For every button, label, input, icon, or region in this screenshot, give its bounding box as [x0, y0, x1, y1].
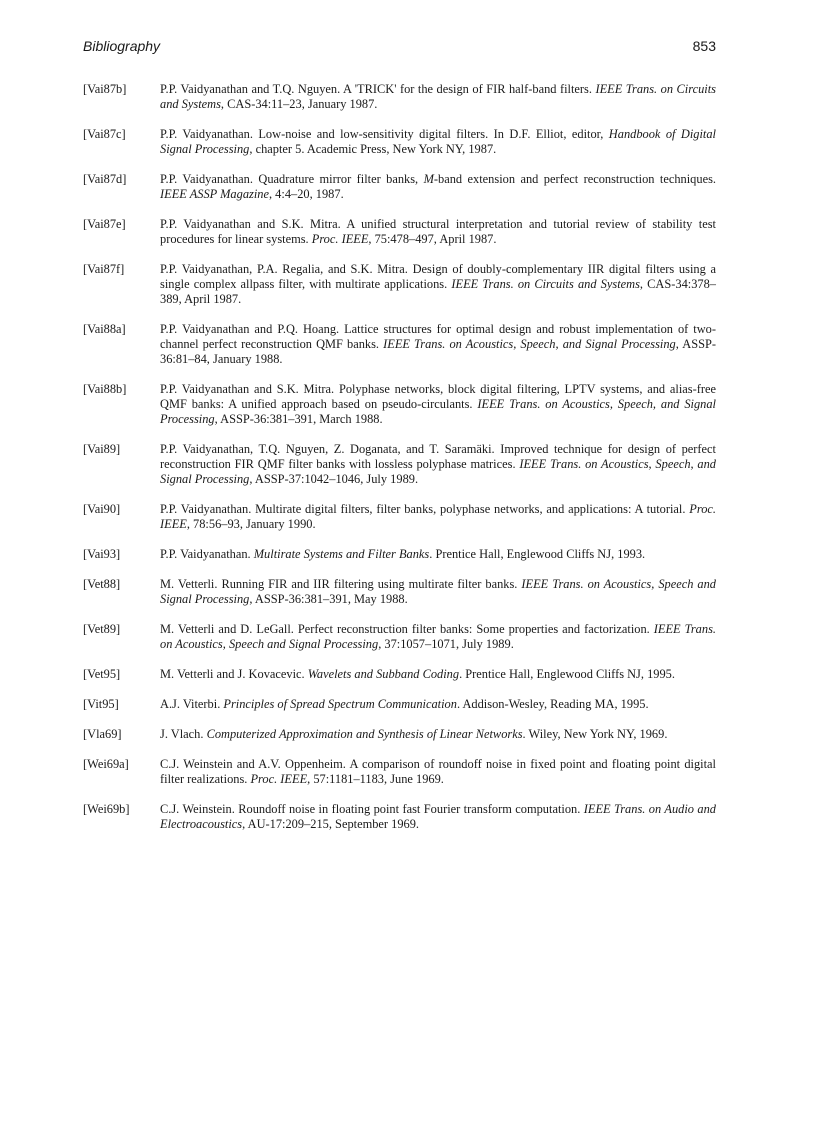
citation-text: [160, 667, 716, 682]
citation-key: [Vai87f]: [83, 262, 125, 276]
running-title: Bibliography: [83, 38, 161, 54]
citation-italic-part: IEEE Trans. on Acoustics, Speech, and Signal Processing: [160, 457, 716, 486]
citation-key: [Vai87d]: [83, 172, 127, 186]
citation-part: M. Vetterli and J. Kovacevic.: [160, 667, 308, 681]
citation-part: A.J. Viterbi.: [160, 697, 224, 711]
citation-italic-part: IEEE Trans. on Acoustics, Speech, and Signal Processing: [160, 397, 716, 426]
citation-part: P.P. Vaidyanathan, P.A. Regalia, and S.K. Mitra. Design of doubly-complementary IIR digital filters using a single complex allpass filter, with multirate applications.: [160, 262, 716, 291]
citation-part: . Prentice Hall, Englewood Cliffs NJ, 1993.: [429, 547, 646, 561]
citation-part: , ASSP-36:381–391, March 1988.: [214, 412, 383, 426]
citation-part: C.J. Weinstein and A.V. Oppenheim. A comparison of roundoff noise in fixed point and floating point digital filter realizations.: [160, 757, 716, 786]
citation-key: [Vit95]: [83, 697, 119, 711]
citation-part: P.P. Vaidyanathan, T.Q. Nguyen, Z. Doganata, and T. Saramäki. Improved technique for design of perfect reconstruction FIR QMF filter banks with lossless polyphase matrices.: [160, 442, 716, 471]
citation-italic-part: IEEE Trans. on Acoustics, Speech, and Signal Processing: [383, 337, 676, 351]
citation-part: . Addison-Wesley, Reading MA, 1995.: [456, 697, 649, 711]
citation-part: P.P. Vaidyanathan. Multirate digital filters, filter banks, polyphase networks, and applications: A tutorial.: [160, 502, 690, 516]
citation-text: [160, 727, 716, 742]
citation-text: [160, 757, 716, 787]
citation-part: P.P. Vaidyanathan. Quadrature mirror filter banks,: [160, 172, 424, 186]
bibliography-entry: [83, 382, 716, 427]
citation-italic-part: Multirate Systems and Filter Banks: [253, 547, 430, 561]
citation-part: P.P. Vaidyanathan and P.Q. Hoang. Lattice structures for optimal design and robust implementation of two-channel perfect reconstruction QMF banks.: [160, 322, 716, 351]
citation-part: P.P. Vaidyanathan. Low-noise and low-sensitivity digital filters. In D.F. Elliot, editor,: [160, 127, 609, 141]
citation-text: [160, 697, 716, 712]
bibliography-entry: [83, 82, 716, 112]
citation-text: [160, 502, 716, 532]
citation-text: [160, 622, 716, 652]
citation-italic-part: Proc. IEEE: [160, 502, 716, 531]
citation-part: , CAS-34:378–389, April 1987.: [160, 277, 717, 306]
citation-text: [160, 217, 716, 247]
page-number: 853: [692, 38, 716, 54]
citation-part: , 37:1057–1071, July 1989.: [378, 637, 514, 651]
citation-text: [160, 577, 716, 607]
citation-key: [Vet88]: [83, 577, 121, 591]
bibliography-entry: [83, 577, 716, 607]
citation-part: , CAS-34:11–23, January 1987.: [220, 97, 378, 111]
citation-part: P.P. Vaidyanathan.: [160, 547, 254, 561]
citation-part: P.P. Vaidyanathan and S.K. Mitra. Polyphase networks, block digital filtering, LPTV systems, and alias-free QMF banks: A unified approach based on pseudo-circulants.: [160, 382, 716, 411]
citation-key: [Vai87c]: [83, 127, 126, 141]
bibliography-entry: [83, 442, 716, 487]
citation-italic-part: IEEE Trans. on Acoustics, Speech and Signal Processing: [160, 622, 716, 651]
citation-text: [160, 322, 716, 367]
citation-text: [160, 382, 716, 427]
bibliography-entry: [83, 547, 716, 562]
citation-part: , 75:478–497, April 1987.: [368, 232, 497, 246]
citation-part: C.J. Weinstein. Roundoff noise in floating point fast Fourier transform computation.: [160, 802, 584, 816]
citation-italic-part: Handbook of Digital Signal Processing: [160, 127, 716, 156]
citation-italic-part: Wavelets and Subband Coding: [307, 667, 460, 681]
bibliography-entry: [83, 727, 716, 742]
citation-italic-part: Computerized Approximation and Synthesis of Linear Networks: [206, 727, 523, 741]
citation-text: [160, 262, 716, 307]
citation-text: [160, 547, 716, 562]
citation-part: , ASSP-36:81–84, January 1988.: [160, 337, 716, 366]
citation-key: [Vai89]: [83, 442, 121, 456]
citation-italic-part: IEEE Trans. on Circuits and Systems: [160, 82, 717, 111]
citation-text: [160, 802, 716, 832]
citation-part: , 4:4–20, 1987.: [268, 187, 344, 201]
citation-key: [Vla69]: [83, 727, 122, 741]
citation-part: , AU-17:209–215, September 1969.: [242, 817, 420, 831]
citation-key: [Vai93]: [83, 547, 121, 561]
bibliography-entry: [83, 757, 716, 787]
citation-part: . Prentice Hall, Englewood Cliffs NJ, 1995.: [459, 667, 675, 681]
bibliography-entry: [83, 502, 716, 532]
running-header: [83, 38, 716, 60]
citation-key: [Vai90]: [83, 502, 121, 516]
citation-part: -band extension and perfect reconstruction techniques.: [433, 172, 716, 186]
citation-key: [Wei69b]: [83, 802, 130, 816]
citation-italic-part: Proc. IEEE: [311, 232, 369, 246]
citation-italic-part: IEEE Trans. on Audio and Electroacoustics: [160, 802, 716, 831]
bibliography-entry: [83, 622, 716, 652]
citation-part: J. Vlach.: [160, 727, 207, 741]
citation-key: [Vai88b]: [83, 382, 127, 396]
citation-key: [Vai87b]: [83, 82, 127, 96]
bibliography-entry: [83, 667, 716, 682]
bibliography-entry: [83, 802, 716, 832]
bibliography-entry: [83, 127, 716, 157]
citation-part: M. Vetterli and D. LeGall. Perfect reconstruction filter banks: Some properties and factorization.: [160, 622, 654, 636]
citation-italic-part: M: [423, 172, 434, 186]
citation-italic-part: Proc. IEEE: [250, 772, 308, 786]
citation-italic-part: IEEE Trans. on Acoustics, Speech and Signal Processing: [160, 577, 716, 606]
citation-italic-part: IEEE Trans. on Circuits and Systems: [451, 277, 640, 291]
citation-part: , chapter 5. Academic Press, New York NY, 1987.: [249, 142, 497, 156]
citation-part: , 57:1181–1183, June 1969.: [307, 772, 444, 786]
bibliography-entry: [83, 262, 716, 307]
bibliography-list: [83, 82, 716, 847]
bibliography-entry: [83, 217, 716, 247]
bibliography-entry: [83, 697, 716, 712]
bibliography-entry: [83, 172, 716, 202]
citation-italic-part: Principles of Spread Spectrum Communication: [223, 697, 457, 711]
citation-text: [160, 127, 716, 157]
citation-part: P.P. Vaidyanathan and S.K. Mitra. A unified structural interpretation and tutorial review of stability test procedures for linear systems.: [160, 217, 716, 246]
citation-key: [Wei69a]: [83, 757, 129, 771]
citation-part: P.P. Vaidyanathan and T.Q. Nguyen. A 'TRICK' for the design of FIR half-band filters.: [160, 82, 596, 96]
citation-text: [160, 172, 716, 202]
citation-part: M. Vetterli. Running FIR and IIR filtering using multirate filter banks.: [160, 577, 522, 591]
citation-text: [160, 442, 716, 487]
citation-part: . Wiley, New York NY, 1969.: [522, 727, 668, 741]
citation-text: [160, 82, 716, 112]
bibliography-entry: [83, 322, 716, 367]
citation-key: [Vet95]: [83, 667, 121, 681]
citation-key: [Vai87e]: [83, 217, 126, 231]
citation-part: , ASSP-37:1042–1046, July 1989.: [249, 472, 419, 486]
citation-part: , ASSP-36:381–391, May 1988.: [249, 592, 408, 606]
citation-part: , 78:56–93, January 1990.: [186, 517, 316, 531]
citation-key: [Vet89]: [83, 622, 121, 636]
citation-italic-part: IEEE ASSP Magazine: [160, 187, 269, 201]
citation-key: [Vai88a]: [83, 322, 126, 336]
